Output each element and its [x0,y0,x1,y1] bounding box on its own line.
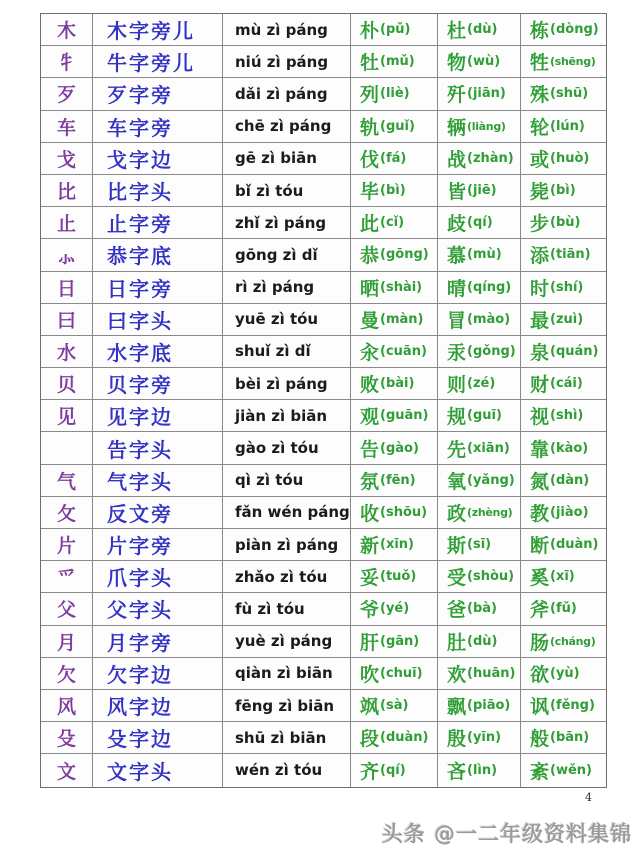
example-cell [438,626,521,658]
example-char: 曼 [360,309,380,332]
radical-name-cell: 月字旁 [93,626,223,658]
radical-cell [41,432,93,464]
example-char: 败 [360,374,380,397]
pinyin-cell: qì zì tóu [223,465,351,497]
example-pinyin: (lún) [550,118,585,134]
example-pinyin: (jiào) [550,504,589,520]
example-cell [521,529,606,561]
example-pinyin: (shì) [550,408,584,424]
radical-name-cell: 水字底 [93,336,223,368]
example-cell [351,400,438,432]
radical-cell: 爫 [41,561,93,593]
example-pinyin: (guī) [467,408,502,424]
example-cell [438,400,521,432]
example-char: 肠 [530,631,550,654]
example-pinyin: (zé) [467,376,496,392]
example-pinyin: (zuì) [550,311,584,327]
example-cell [351,658,438,690]
example-cell [351,593,438,625]
pinyin-cell: fēng zì biān [223,690,351,722]
radical-name-cell: 告字头 [93,432,223,464]
pinyin-cell: yuē zì tóu [223,304,351,336]
example-cell [521,593,606,625]
example-char: 氮 [530,470,550,493]
example-pinyin: (huò) [550,150,590,166]
example-cell [438,465,521,497]
example-pinyin: (duàn) [550,537,599,553]
pinyin-cell: zhǐ zì páng [223,207,351,239]
radical-name-cell: 日字旁 [93,272,223,304]
radical-table [40,13,607,788]
example-pinyin: (fá) [380,150,407,166]
radical-name-cell: 木字旁儿 [93,14,223,46]
example-cell [351,143,438,175]
example-char: 先 [447,438,467,461]
example-cell [351,304,438,336]
radical-name-cell: 戈字边 [93,143,223,175]
pinyin-cell: wén zì tóu [223,754,351,786]
example-char: 牲 [530,52,550,75]
radical-cell: 水 [41,336,93,368]
radical-cell: 车 [41,111,93,143]
example-char: 欲 [530,663,550,686]
example-char: 添 [530,245,550,268]
example-char: 则 [447,374,467,397]
radical-cell: 父 [41,593,93,625]
pinyin-cell: piàn zì páng [223,529,351,561]
pinyin-cell: gōng zì dǐ [223,239,351,271]
radical-name-cell: 殳字边 [93,722,223,754]
example-char: 步 [530,213,550,236]
example-pinyin: (xiān) [467,440,510,456]
radical-name-cell: 文字头 [93,754,223,786]
example-pinyin: (yù) [550,665,580,681]
example-char: 讽 [530,696,550,719]
example-char: 轨 [360,116,380,139]
watermark: 头条 @一二年级资料集锦 [381,822,632,846]
example-pinyin: (gān) [380,633,420,649]
example-pinyin: (bì) [380,183,406,199]
example-cell [351,336,438,368]
example-cell [521,722,606,754]
pinyin-cell: bǐ zì tóu [223,175,351,207]
example-cell [351,175,438,207]
example-cell [438,722,521,754]
example-cell [521,239,606,271]
example-pinyin: (qí) [467,215,493,231]
example-pinyin: (dù) [467,633,498,649]
radical-cell: ⺗ [41,239,93,271]
example-pinyin: (liè) [380,86,410,102]
example-char: 轮 [530,116,550,139]
example-cell [438,304,521,336]
example-cell [521,626,606,658]
example-cell [438,175,521,207]
radical-cell: 气 [41,465,93,497]
example-char: 规 [447,406,467,429]
pinyin-cell: mù zì páng [223,14,351,46]
example-cell [438,46,521,78]
example-cell [351,465,438,497]
radical-name-cell: 见字边 [93,400,223,432]
example-cell [521,400,606,432]
radical-name-cell: 歹字旁 [93,78,223,110]
example-pinyin: (gào) [380,440,419,456]
pinyin-cell: fǎn wén páng [223,497,351,529]
example-pinyin: (dàn) [550,472,590,488]
example-pinyin: (lìn) [467,762,498,778]
example-cell [521,465,606,497]
example-pinyin: (xīn) [380,537,414,553]
example-pinyin: (mào) [467,311,511,327]
pinyin-cell: fù zì tóu [223,593,351,625]
example-pinyin: (màn) [380,311,424,327]
pinyin-cell: bèi zì páng [223,368,351,400]
example-char: 靠 [530,438,550,461]
example-cell [351,529,438,561]
example-cell [521,207,606,239]
pinyin-cell: yuè zì páng [223,626,351,658]
example-char: 吹 [360,663,380,686]
example-char: 汆 [360,341,380,364]
example-char: 斧 [530,599,550,622]
example-char: 晴 [447,277,467,300]
example-cell [351,207,438,239]
radical-name-cell: 止字旁 [93,207,223,239]
example-pinyin: (qíng) [467,279,512,295]
radical-cell: 见 [41,400,93,432]
example-char: 歼 [447,84,467,107]
radical-cell: 片 [41,529,93,561]
example-pinyin: (yǎng) [467,472,515,488]
example-char: 牡 [360,52,380,75]
example-cell [521,46,606,78]
example-pinyin: (tiān) [550,247,591,263]
radical-cell: 牜 [41,46,93,78]
example-pinyin: (sī) [467,537,492,553]
example-pinyin: (bān) [550,730,590,746]
pinyin-cell: dǎi zì páng [223,78,351,110]
example-char: 爸 [447,599,467,622]
example-pinyin: (bì) [550,183,576,199]
radical-cell: 木 [41,14,93,46]
example-char: 断 [530,535,550,558]
example-cell [521,432,606,464]
example-cell [438,690,521,722]
example-pinyin: (jiān) [467,86,506,102]
example-char: 飒 [360,696,380,719]
example-pinyin: (guān) [380,408,429,424]
radical-cell: 月 [41,626,93,658]
radical-name-cell: 风字边 [93,690,223,722]
example-pinyin: (bài) [380,376,415,392]
example-char: 受 [447,567,467,590]
example-cell [521,754,606,786]
example-char: 毙 [530,181,550,204]
example-cell [438,432,521,464]
example-char: 晒 [360,277,380,300]
example-pinyin: (bà) [467,601,497,617]
example-cell [521,175,606,207]
example-pinyin: (cuān) [380,343,427,359]
example-cell [438,14,521,46]
example-cell [521,14,606,46]
example-pinyin: (gǒng) [467,343,516,359]
example-pinyin: (fěng) [550,698,595,714]
radical-cell: 攵 [41,497,93,529]
radical-cell: 戈 [41,143,93,175]
pinyin-cell: chē zì páng [223,111,351,143]
example-pinyin: (gōng) [380,247,429,263]
example-char: 辆 [447,116,467,139]
example-pinyin: (wěn) [550,762,592,778]
example-char: 般 [530,728,550,751]
example-char: 伐 [360,148,380,171]
radical-name-cell: 贝字旁 [93,368,223,400]
example-pinyin: (fǔ) [550,601,577,617]
pinyin-cell: qiàn zì biān [223,658,351,690]
pinyin-cell: shū zì biān [223,722,351,754]
example-char: 朴 [360,20,380,43]
example-pinyin: (mù) [467,247,502,263]
example-char: 政 [447,502,467,525]
radical-name-cell: 恭字底 [93,239,223,271]
example-pinyin: (shōu) [380,504,428,520]
example-cell [438,272,521,304]
example-pinyin: (qí) [380,762,406,778]
example-char: 段 [360,728,380,751]
example-cell [521,368,606,400]
example-char: 爷 [360,599,380,622]
example-cell [438,593,521,625]
example-pinyin: (sà) [380,698,409,714]
pinyin-cell: gào zì tóu [223,432,351,464]
pinyin-cell: zhǎo zì tóu [223,561,351,593]
example-pinyin: (cái) [550,376,583,392]
example-cell [351,46,438,78]
example-pinyin: (shēng) [550,55,596,69]
example-char: 此 [360,213,380,236]
example-cell [438,143,521,175]
example-cell [521,658,606,690]
page-number: 4 [585,791,592,804]
example-char: 吝 [447,760,467,783]
example-pinyin: (huān) [467,665,516,681]
example-pinyin: (shū) [550,86,589,102]
radical-name-cell: 反文旁 [93,497,223,529]
example-char: 毕 [360,181,380,204]
example-cell [351,561,438,593]
radical-cell: 比 [41,175,93,207]
example-pinyin: (mǔ) [380,54,415,70]
example-char: 齐 [360,760,380,783]
example-cell [351,690,438,722]
radical-cell: 文 [41,754,93,786]
example-char: 奚 [530,567,550,590]
example-char: 欢 [447,663,467,686]
example-char: 氧 [447,470,467,493]
radical-cell: 歹 [41,78,93,110]
example-char: 殊 [530,84,550,107]
example-pinyin: (dòng) [550,22,599,38]
example-pinyin: (shí) [550,279,584,295]
example-cell [351,368,438,400]
example-cell [351,14,438,46]
pinyin-cell: rì zì páng [223,272,351,304]
example-cell [438,561,521,593]
example-cell [351,239,438,271]
pinyin-cell: gē zì biān [223,143,351,175]
radical-cell: 欠 [41,658,93,690]
example-cell [521,78,606,110]
example-cell [438,658,521,690]
example-char: 斯 [447,535,467,558]
example-cell [438,207,521,239]
pinyin-cell: jiàn zì biān [223,400,351,432]
example-char: 战 [447,148,467,171]
example-char: 财 [530,374,550,397]
example-pinyin: (shài) [380,279,423,295]
example-cell [351,78,438,110]
example-cell [351,111,438,143]
example-char: 歧 [447,213,467,236]
example-cell [521,143,606,175]
example-char: 肝 [360,631,380,654]
example-cell [438,497,521,529]
example-pinyin: (bù) [550,215,581,231]
radical-cell: 曰 [41,304,93,336]
example-char: 告 [360,438,380,461]
example-pinyin: (duàn) [380,730,429,746]
radical-name-cell: 曰字头 [93,304,223,336]
example-pinyin: (quán) [550,343,599,359]
example-pinyin: (yé) [380,601,410,617]
example-char: 皆 [447,181,467,204]
example-char: 泉 [530,341,550,364]
radical-cell: 风 [41,690,93,722]
pinyin-cell: niú zì páng [223,46,351,78]
example-char: 肚 [447,631,467,654]
example-pinyin: (guǐ) [380,118,415,134]
example-char: 视 [530,406,550,429]
example-char: 教 [530,502,550,525]
example-pinyin: (shòu) [467,569,515,585]
example-cell [521,304,606,336]
example-pinyin: (dù) [467,22,498,38]
example-char: 殷 [447,728,467,751]
radical-name-cell: 比字头 [93,175,223,207]
example-pinyin: (xī) [550,569,575,585]
example-pinyin: (liàng) [467,119,506,133]
radical-name-cell: 父字头 [93,593,223,625]
radical-name-cell: 车字旁 [93,111,223,143]
radical-cell: 止 [41,207,93,239]
example-char: 飘 [447,696,467,719]
radical-name-cell: 牛字旁儿 [93,46,223,78]
example-char: 收 [360,502,380,525]
example-char: 时 [530,277,550,300]
example-pinyin: (wù) [467,54,501,70]
example-pinyin: (chuī) [380,665,423,681]
example-cell [351,497,438,529]
example-char: 妥 [360,567,380,590]
example-char: 紊 [530,760,550,783]
example-char: 氛 [360,470,380,493]
example-char: 冒 [447,309,467,332]
radical-cell: 殳 [41,722,93,754]
example-cell [438,368,521,400]
example-pinyin: (zhèng) [467,505,513,519]
example-char: 栋 [530,20,550,43]
example-pinyin: (yīn) [467,730,502,746]
example-pinyin: (tuǒ) [380,569,417,585]
example-char: 慕 [447,245,467,268]
example-cell [521,272,606,304]
example-cell [438,529,521,561]
example-cell [438,78,521,110]
example-pinyin: (piāo) [467,698,511,714]
example-pinyin: (fēn) [380,472,416,488]
example-char: 物 [447,52,467,75]
example-pinyin: (zhàn) [467,150,514,166]
radical-name-cell: 欠字边 [93,658,223,690]
example-char: 汞 [447,341,467,364]
example-cell [438,111,521,143]
example-cell [521,690,606,722]
example-cell [351,626,438,658]
example-char: 列 [360,84,380,107]
example-cell [521,111,606,143]
example-cell [521,336,606,368]
radical-cell: 日 [41,272,93,304]
radical-name-cell: 爪字头 [93,561,223,593]
example-pinyin: (pǔ) [380,22,411,38]
example-cell [351,432,438,464]
example-pinyin: (cháng) [550,634,596,648]
radical-name-cell: 片字旁 [93,529,223,561]
example-cell [521,561,606,593]
example-cell [351,754,438,786]
example-char: 观 [360,406,380,429]
example-cell [521,497,606,529]
example-char: 或 [530,148,550,171]
example-pinyin: (cǐ) [380,215,405,231]
pinyin-cell: shuǐ zì dǐ [223,336,351,368]
example-char: 恭 [360,245,380,268]
example-cell [351,722,438,754]
radical-cell: 贝 [41,368,93,400]
example-char: 最 [530,309,550,332]
radical-name-cell: 气字头 [93,465,223,497]
example-pinyin: (jiē) [467,183,497,199]
example-cell [438,239,521,271]
example-pinyin: (kào) [550,440,589,456]
example-cell [351,272,438,304]
example-cell [438,336,521,368]
example-cell [438,754,521,786]
example-char: 杜 [447,20,467,43]
example-char: 新 [360,535,380,558]
